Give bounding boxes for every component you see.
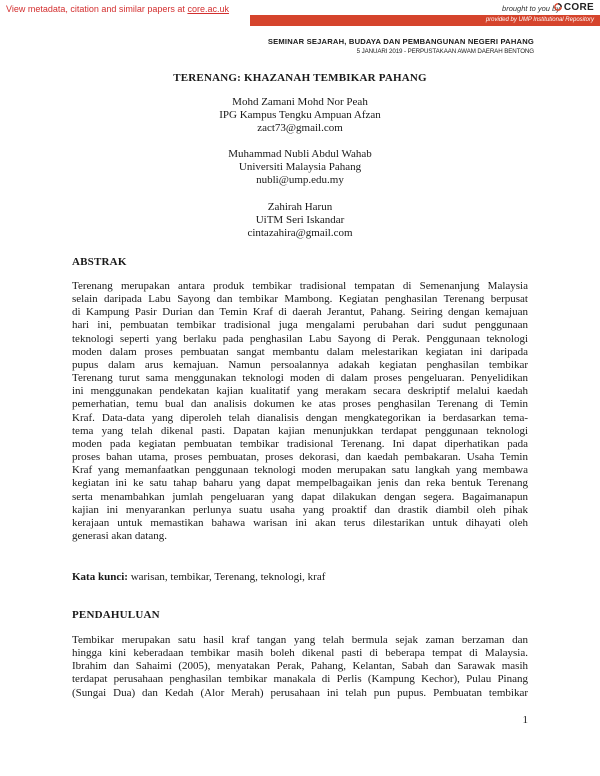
abstract-line: Kraf yang memanfaatkan penggunaan teknologi moden merupakan satu langkah yang membawa: [72, 464, 528, 477]
abstract-line: proses bahan utama, proses pembuatan, proses dekorasi, dan kaedah pembakaran. Usaha Temin: [72, 451, 528, 464]
abstract-line: Terenang turut sama menggunakan teknologi moden di dalam proses pengeluaran. Penyelidikan: [72, 372, 528, 385]
abstract-line: tema yang telah dikenal pasti. Dapatan kajian menunjukkan terdapat penggunaan teknologi: [72, 424, 528, 437]
abstract-line: pupus dalam arus kemajuan. Namun persoalannya adakah kegiatan penghasilan tembikar: [72, 358, 528, 371]
author-name: Mohd Zamani Mohd Nor Peah: [232, 96, 368, 108]
keywords: [72, 571, 325, 583]
core-provided-by: provided by UMP Institutional Repository: [250, 15, 600, 26]
abstract-line: selain daripada Labu Sayong dan tembikar Mambong. Kegiatan penghasilan Terenang berpusat: [72, 293, 528, 306]
seminar-title: SEMINAR SEJARAH, BUDAYA DAN PEMBANGUNAN NEGERI PAHANG: [267, 37, 534, 46]
core-link-site[interactable]: core.ac.uk: [187, 4, 229, 14]
page-number: 1: [522, 714, 528, 726]
keywords-text: warisan, tembikar, Terenang, teknologi, kraf: [127, 571, 326, 583]
abstract-line: generasi akan datang.: [72, 529, 167, 542]
core-logo-text: CORE: [563, 2, 594, 13]
core-logo[interactable]: [554, 2, 594, 13]
abstract-line: moden dalam proses pembuatan sangat membantu dalam melestarikan kegiatan ini daripada: [72, 345, 528, 358]
abstract-body: [72, 280, 528, 543]
author-name: Zahirah Harun: [267, 201, 333, 213]
author-email: cintazahira@gmail.com: [247, 227, 353, 239]
abstract-line: moden pada kegiatan pembuatan tembikar tradisional Terenang. Ini dapat diperhatikan pada: [72, 437, 528, 450]
abstract-line: kajian ini menyarankan perlunya suatu usaha yang proaktif dan drastik diambil oleh pihak: [72, 503, 528, 516]
abstract-line: serta menambahkan jumlah pengeluaran yang dapat dilakukan dengan segera. Bagaimanapun: [72, 490, 528, 503]
paper-title: TERENANG: KHAZANAH TEMBIKAR PAHANG: [173, 72, 427, 84]
abstract-line: di Kampung Pasir Durian dan Temin Kraf di daerah Jerantut, Pahang. Seiring dengan kemajuan: [72, 306, 528, 319]
core-metadata-link[interactable]: [6, 4, 229, 14]
abstract-line: hari ini, pembuatan tembikar tradisional juga mengalami perubahan dari sudut penggunaan: [72, 319, 528, 332]
abstract-line: kegiatan ini ke satu tahap baharu yang dapat mempelbagaikan jenis dan reka bentuk Terenang: [72, 477, 528, 490]
intro-heading: PENDAHULUAN: [72, 609, 160, 621]
seminar-date-venue: 5 JANUARI 2019 - PERPUSTAKAAN AWAM DAERAH BENTONG: [356, 48, 534, 55]
abstract-line: ini menggunakan pendekatan kajian kualitatif yang merakam secara deskriptif melalui kaedah: [72, 385, 528, 398]
core-link-prefix: View metadata, citation and similar papers at: [6, 4, 188, 14]
abstract-line: Terenang merupakan antara produk tembikar tradisional tempatan di Semenanjung Malaysia: [72, 280, 528, 292]
intro-line: Tembikar merupakan satu hasil kraf tangan yang telah bermula sejak zaman berzaman dan: [72, 634, 528, 646]
author-name: Muhammad Nubli Abdul Wahab: [228, 148, 372, 160]
intro-line: (Sungai Dua) dan Kedah (Alor Merah) perusahaan ini telah pun pupus. Pembuatan tembikar: [72, 686, 528, 699]
abstract-heading: ABSTRAK: [72, 256, 127, 268]
abstract-line: pemerhatian, temu bual dan analisis dokumen ke atas proses penghasilan Terenang di Temin: [72, 398, 528, 411]
intro-line: Ibrahim dan Sahaimi (2005), menyatakan Perak, Pahang, Kelantan, Sabah dan Sarawak masih: [72, 660, 528, 673]
intro-line: terdapat perusahaan penghasilan tembikar manakala di Perlis (Kampung Kechor), Pulau Pinang: [72, 673, 528, 686]
abstract-line: teknologi seperti yang berlaku pada penghasilan Labu Sayong di Perak. Penggunaan teknologi: [72, 332, 528, 345]
author-email: zact73@gmail.com: [257, 122, 343, 134]
core-banner: [0, 0, 600, 26]
author-affiliation: IPG Kampus Tengku Ampuan Afzan: [219, 109, 381, 121]
abstract-line: kerajaan untuk memastikan bahawa warisan ini akan terus dilestarikan untuk dihayati oleh: [72, 516, 528, 529]
core-logo-icon: [554, 3, 562, 11]
core-brought-by: brought to you by: [502, 4, 560, 13]
intro-body: [72, 634, 528, 700]
abstract-line: Kraf. Data-data yang diperoleh telah dianalisis dengan mengkategorikan ia berdasarkan tema-: [72, 411, 528, 424]
intro-line: hingga kini keberadaan tembikar masih boleh dikenal pasti di beberapa tempat di Malaysia.: [72, 647, 528, 660]
author-affiliation: Universiti Malaysia Pahang: [238, 161, 362, 173]
author-affiliation: UiTM Seri Iskandar: [255, 214, 345, 226]
author-email: nubli@ump.edu.my: [256, 174, 344, 186]
keywords-label: Kata kunci:: [72, 571, 128, 583]
